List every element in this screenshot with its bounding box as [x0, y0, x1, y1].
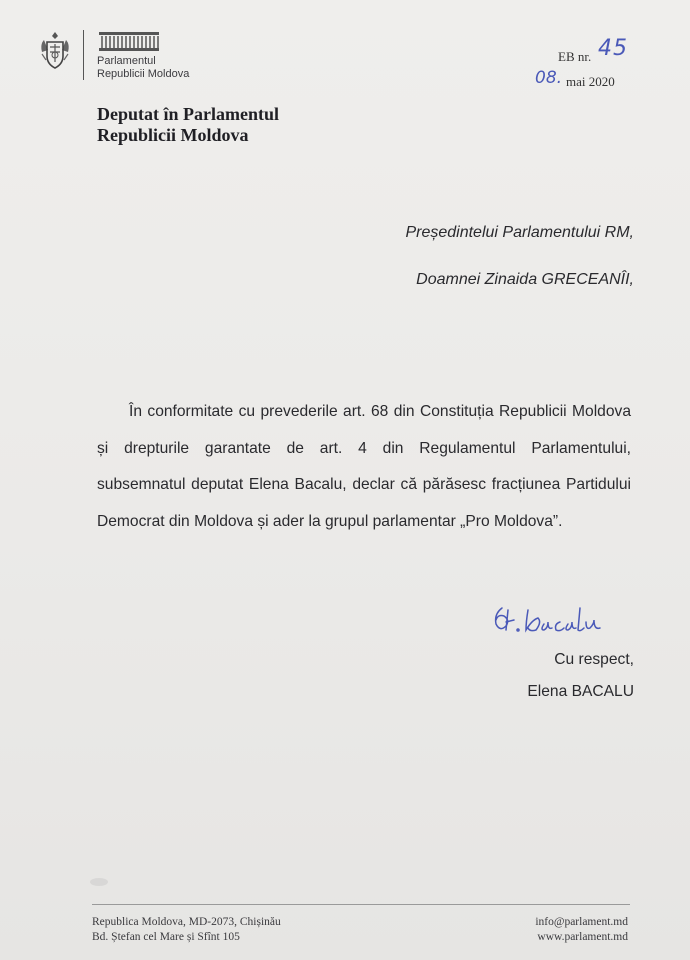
addressee-line-1: Președintelui Parlamentului RM, [405, 224, 634, 241]
addressee-line-2: Doamnei Zinaida GRECEANÎI, [416, 271, 634, 288]
closing-regards: Cu respect, [554, 651, 634, 668]
department-line-2: Republicii Moldova [97, 125, 249, 145]
letter-body: În conformitate cu prevederile art. 68 din Constituția Republicii Moldova și drepturile garantate de art. 4 din Regulamentul Parlamentului, subsemnatul deputat Elena Bacalu, declar că părăsesc fracțiunea Partidului Democrat din Moldova și ader la grupul parlamentar „Pro Moldova”. [97, 403, 631, 530]
institution-line-2: Republicii Moldova [97, 68, 190, 80]
registration-label: EB nr. [558, 49, 592, 64]
registration-date-day: 08. [535, 68, 563, 88]
footer-address-line-1: Republica Moldova, MD-2073, Chișinău [92, 916, 281, 928]
footer-contact [535, 915, 628, 945]
footer-divider [92, 904, 630, 905]
signatory-name: Elena BACALU [527, 683, 634, 700]
paper-smudge [90, 878, 108, 886]
department-line-1: Deputat în Parlamentul [97, 104, 279, 124]
institution-line-1: Parlamentul [97, 55, 156, 67]
institution-name [97, 55, 189, 81]
parliament-building-icon [97, 30, 161, 52]
handwritten-signature [492, 600, 607, 640]
footer-website: www.parlament.md [537, 931, 628, 943]
header-divider [83, 30, 84, 80]
footer-email: info@parlament.md [535, 916, 628, 928]
footer-address [92, 915, 281, 945]
registration-date-rest: mai 2020 [566, 74, 615, 89]
registration-number: 45 [598, 36, 628, 61]
department-title [97, 104, 279, 146]
coat-of-arms-icon [38, 30, 72, 72]
footer-address-line-2: Bd. Ștefan cel Mare și Sfînt 105 [92, 931, 240, 943]
